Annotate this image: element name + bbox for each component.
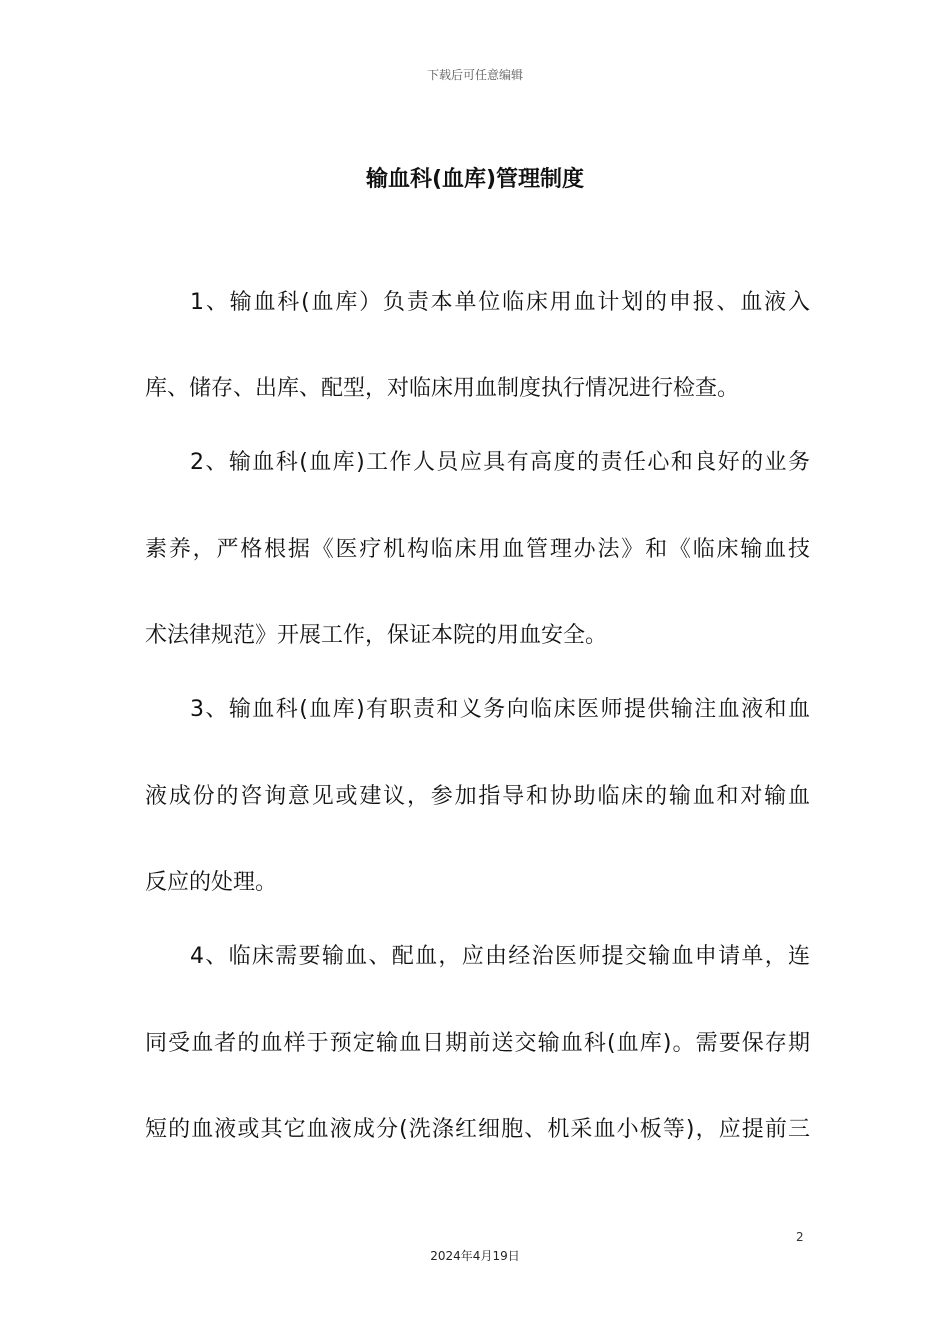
paragraph-2-line-1: 2、输血科(血库)工作人员应具有高度的责任心和良好的业务 [190, 450, 810, 475]
paragraph-4-line-3: 短的血液或其它血液成分(洗涤红细胞、机采血小板等)，应提前三 [145, 1117, 810, 1142]
paragraph-3-line-1: 3、输血科(血库)有职责和义务向临床医师提供输注血液和血 [190, 697, 810, 722]
paragraph-2-line-3: 术法律规范》开展工作，保证本院的用血安全。 [145, 623, 608, 648]
paragraph-3-line-3: 反应的处理。 [145, 870, 278, 895]
paragraph-2-line-2: 素养，严格根据《医疗机构临床用血管理办法》和《临床输血技 [145, 537, 810, 562]
paragraph-4-line-1: 4、临床需要输血、配血，应由经治医师提交输血申请单，连 [190, 944, 810, 969]
paragraph-3-line-2: 液成份的咨询意见或建议，参加指导和协助临床的输血和对输血 [145, 784, 810, 809]
page-number: 2 [796, 1230, 804, 1244]
paragraph-1-line-2: 库、储存、出库、配型，对临床用血制度执行情况进行检查。 [145, 376, 740, 401]
paragraph-4-line-2: 同受血者的血样于预定输血日期前送交输血科(血库)。需要保存期 [145, 1031, 810, 1056]
paragraph-1-line-1: 1、输血科(血库）负责本单位临床用血计划的申报、血液入 [190, 290, 810, 315]
header-note: 下载后可任意编辑 [426, 68, 523, 82]
footer-date: 2024年4月19日 [430, 1249, 520, 1263]
document-title: 输血科(血库)管理制度 [365, 167, 585, 192]
